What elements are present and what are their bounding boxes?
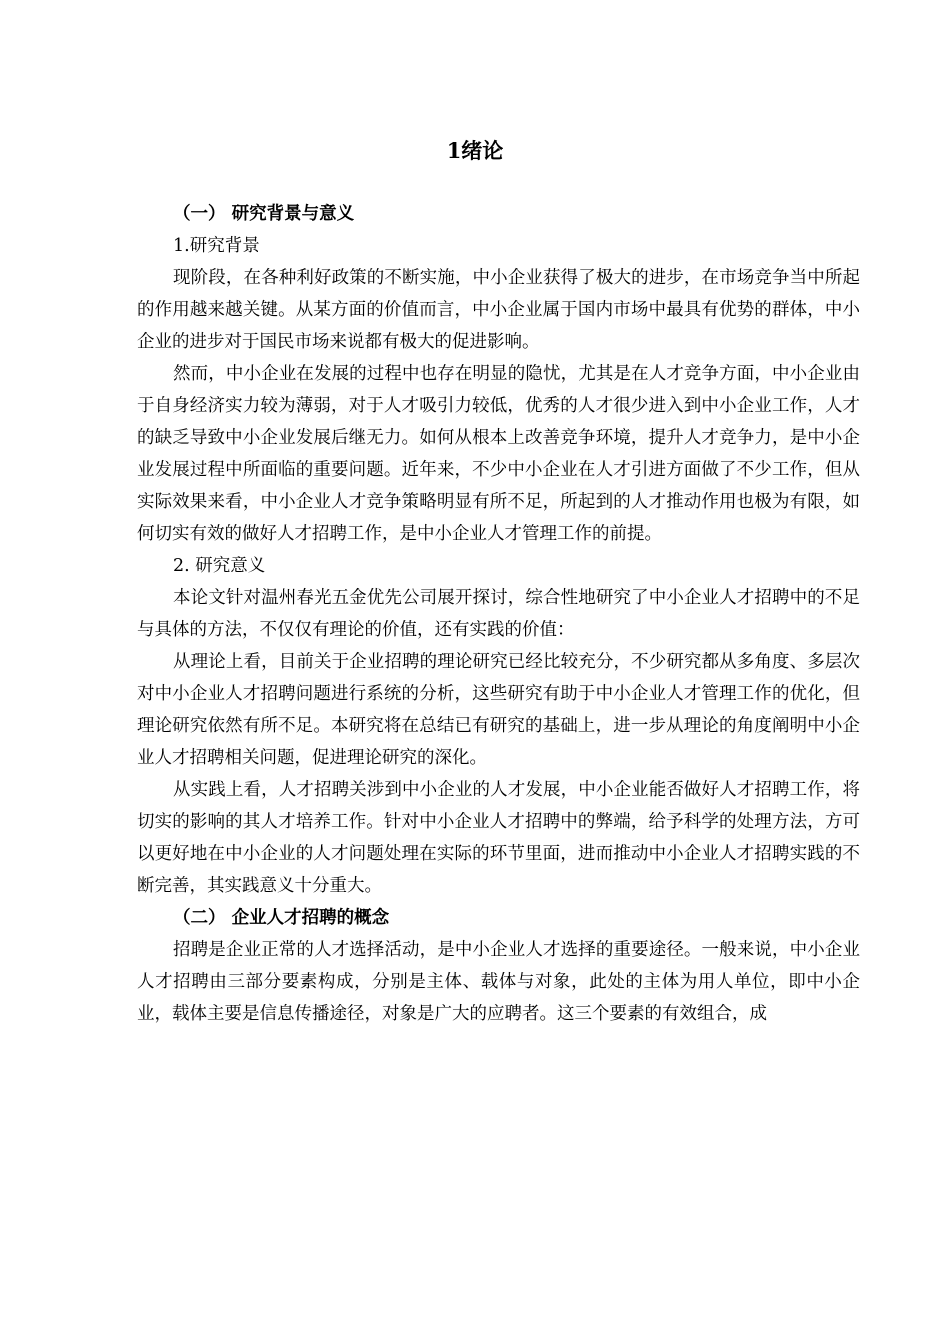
subsection-heading-research-background: 1.研究背景 [173, 236, 260, 256]
paragraph: 现阶段，在各种利好政策的不断实施，中小企业获得了极大的进步，在市场竞争当中所起的作用越来越关键。从某方面的价值而言，中小企业属于国内市场中最具有优势的群体，中小企业的进步对于国民市场来说都有极大的促进影响。 [137, 268, 860, 352]
document-body [137, 198, 860, 1030]
paragraph: 从理论上看，目前关于企业招聘的理论研究已经比较充分，不少研究都从多角度、多层次对中小企业人才招聘问题进行系统的分析，这些研究有助于中小企业人才管理工作的优化，但理论研究依然有所不足。本研究将在总结已有研究的基础上，进一步从理论的角度阐明中小企业人才招聘相关问题，促进理论研究的深化。 [137, 652, 860, 768]
paragraph: 本论文针对温州春光五金优先公司展开探讨，综合性地研究了中小企业人才招聘中的不足与具体的方法，不仅仅有理论的价值，还有实践的价值： [137, 588, 860, 640]
subsection-heading-research-significance: 2. 研究意义 [173, 556, 266, 576]
paragraph: 招聘是企业正常的人才选择活动，是中小企业人才选择的重要途径。一般来说，中小企业人才招聘由三部分要素构成，分别是主体、载体与对象，此处的主体为用人单位，即中小企业，载体主要是信息传播途径，对象是广大的应聘者。这三个要素的有效组合，成 [137, 940, 860, 1024]
paragraph: 从实践上看，人才招聘关涉到中小企业的人才发展，中小企业能否做好人才招聘工作，将切实的影响的其人才培养工作。针对中小企业人才招聘中的弊端，给予科学的处理方法，方可以更好地在中小企业的人才问题处理在实际的环节里面，进而推动中小企业人才招聘实践的不断完善，其实践意义十分重大。 [137, 780, 860, 896]
paragraph: 然而，中小企业在发展的过程中也存在明显的隐忧，尤其是在人才竞争方面，中小企业由于自身经济实力较为薄弱，对于人才吸引力较低，优秀的人才很少进入到中小企业工作，人才的缺乏导致中小企业发展后继无力。如何从根本上改善竞争环境，提升人才竞争力，是中小企业发展过程中所面临的重要问题。近年来，不少中小企业在人才引进方面做了不少工作，但从实际效果来看，中小企业人才竞争策略明显有所不足，所起到的人才推动作用也极为有限，如何切实有效的做好人才招聘工作，是中小企业人才管理工作的前提。 [137, 364, 860, 544]
section-heading-2: （二） 企业人才招聘的概念 [173, 908, 390, 928]
chapter-title: 1绪论 [446, 138, 504, 163]
section-heading-1: （一） 研究背景与意义 [173, 204, 355, 224]
